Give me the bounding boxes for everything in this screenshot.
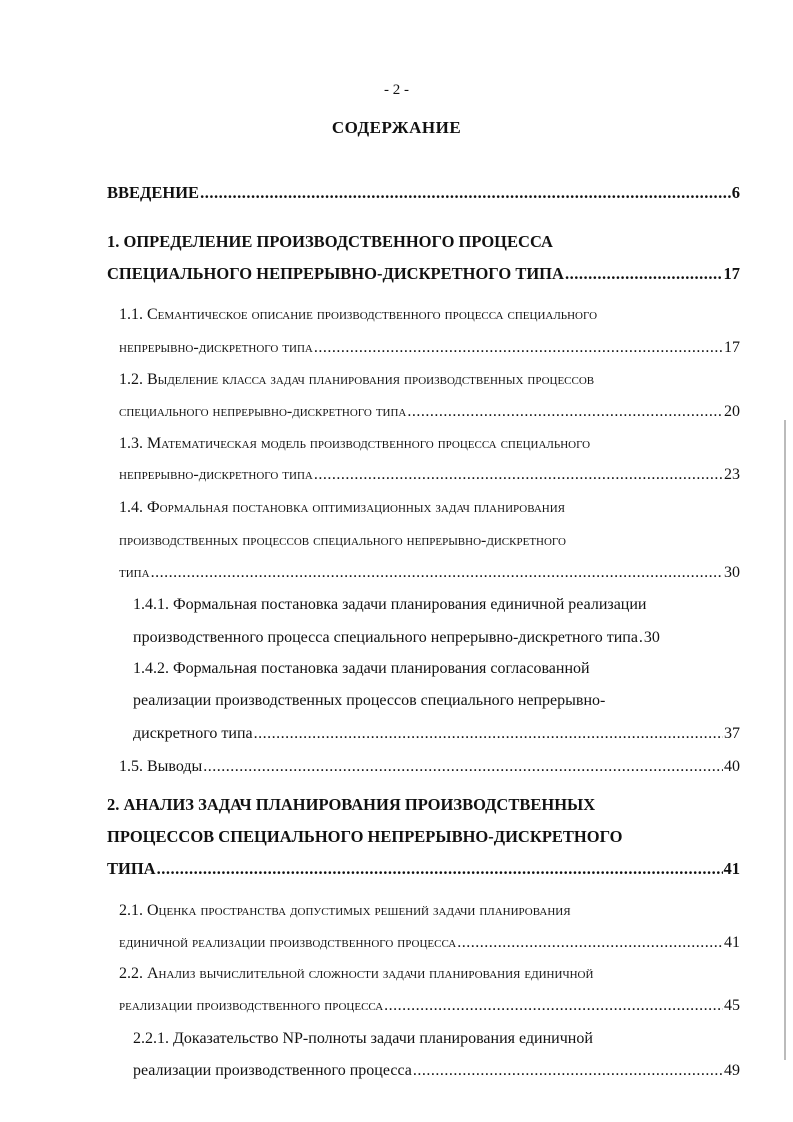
toc-subsection-2-2-1-line2[interactable]	[133, 1063, 740, 1079]
toc-entry-text: типа	[119, 564, 150, 581]
toc-entry-text: непрерывно-дискретного типа	[119, 466, 313, 483]
leader-dots	[457, 935, 723, 951]
toc-subsection-1-4-1-line1[interactable]: 1.4.1. Формальная постановка задачи планирования единичной реализации	[133, 596, 647, 613]
toc-chapter-2-line2[interactable]: ПРОЦЕССОВ СПЕЦИАЛЬНОГО НЕПРЕРЫВНО-ДИСКРЕТНОГО	[107, 827, 623, 846]
toc-entry-text: дискретного типа	[133, 725, 253, 742]
toc-page-number: 30	[724, 564, 740, 581]
toc-subsection-2-2-1-line1[interactable]: 2.2.1. Доказательство NP-полноты задачи планирования единичной	[133, 1030, 593, 1047]
page-title: СОДЕРЖАНИЕ	[331, 118, 462, 137]
toc-section-1-4-line2[interactable]: производственных процессов специального непрерывно-дискретного	[119, 532, 566, 549]
toc-page-number: 6	[731, 183, 740, 202]
toc-entry-text: 1.5. Выводы	[119, 758, 203, 775]
leader-dots	[407, 404, 723, 420]
leader-dots	[157, 861, 723, 878]
toc-section-2-2-line1[interactable]: 2.2. Анализ вычислительной сложности задачи планирования единичной	[119, 965, 594, 982]
toc-page-number: 20	[724, 403, 740, 420]
toc-subsection-1-4-2-line1[interactable]: 1.4.2. Формальная постановка задачи планирования согласованной	[133, 660, 590, 677]
toc-section-1-1-line1[interactable]: 1.1. Семантическое описание производственного процесса специального	[119, 306, 598, 323]
leader-dots	[314, 467, 723, 483]
toc-page-number: 45	[724, 997, 740, 1014]
leader-dots	[384, 998, 723, 1014]
toc-entry-text: специального непрерывно-дискретного типа	[119, 403, 407, 420]
toc-section-1-3-line1[interactable]: 1.3. Математическая модель производственного процесса специального	[119, 435, 591, 452]
toc-page-number: 40	[724, 758, 740, 775]
toc-page-number: 30	[643, 629, 660, 646]
leader-dots	[639, 630, 643, 646]
toc-section-1-1-line2[interactable]	[119, 340, 740, 356]
leader-dots	[254, 726, 723, 742]
toc-chapter-2-line1[interactable]: 2. АНАЛИЗ ЗАДАЧ ПЛАНИРОВАНИЯ ПРОИЗВОДСТВЕННЫХ	[107, 795, 596, 814]
leader-dots	[200, 185, 731, 202]
toc-section-1-2-line1[interactable]: 1.2. Выделение класса задач планирования производственных процессов	[119, 371, 595, 388]
toc-chapter-2-line3[interactable]	[107, 861, 740, 878]
leader-dots	[314, 340, 723, 356]
toc-entry-text: реализации производственного процесса	[119, 997, 384, 1014]
toc-entry-introduction[interactable]	[107, 185, 740, 202]
page-number: - 2 -	[384, 82, 409, 98]
leader-dots	[151, 565, 723, 581]
toc-section-2-1-line2[interactable]	[119, 935, 740, 951]
toc-page-number: 17	[723, 264, 740, 283]
leader-dots	[203, 759, 723, 775]
leader-dots	[565, 266, 723, 283]
toc-entry-text: непрерывно-дискретного типа	[119, 339, 313, 356]
toc-page-number: 41	[724, 934, 740, 951]
toc-section-1-5[interactable]	[119, 759, 740, 775]
toc-section-2-2-line2[interactable]	[119, 998, 740, 1014]
toc-page-number: 49	[724, 1062, 740, 1079]
toc-section-1-3-line2[interactable]	[119, 467, 740, 483]
toc-entry-text: СПЕЦИАЛЬНОГО НЕПРЕРЫВНО-ДИСКРЕТНОГО ТИПА	[107, 264, 564, 283]
leader-dots	[413, 1063, 723, 1079]
toc-page-number: 37	[724, 725, 740, 742]
toc-entry-text: реализации производственного процесса	[133, 1062, 412, 1079]
toc-entry-text: единичной реализации производственного процесса	[119, 934, 457, 951]
toc-section-1-4-line1[interactable]: 1.4. Формальная постановка оптимизационных задач планирования	[119, 499, 566, 516]
toc-subsection-1-4-2-line2[interactable]: реализации производственных процессов специального непрерывно-	[133, 692, 606, 709]
toc-section-1-2-line2[interactable]	[119, 404, 740, 420]
toc-chapter-1-line1[interactable]: 1. ОПРЕДЕЛЕНИЕ ПРОИЗВОДСТВЕННОГО ПРОЦЕССА	[107, 232, 553, 251]
scan-edge-mark	[784, 420, 786, 1060]
toc-chapter-1-line2[interactable]	[107, 266, 740, 283]
toc-entry-text: ТИПА	[107, 859, 156, 878]
toc-entry-text: производственного процесса специального непрерывно-дискретного типа	[133, 629, 638, 646]
toc-section-1-4-line3[interactable]	[119, 565, 740, 581]
toc-page-number: 23	[724, 466, 740, 483]
toc-page-number: 41	[723, 859, 740, 878]
toc-subsection-1-4-1-line2[interactable]	[133, 630, 740, 646]
toc-subsection-1-4-2-line3[interactable]	[133, 726, 740, 742]
toc-section-2-1-line1[interactable]: 2.1. Оценка пространства допустимых решений задачи планирования	[119, 902, 571, 919]
toc-page-number: 17	[724, 339, 740, 356]
toc-entry-text: ВВЕДЕНИЕ	[107, 183, 200, 202]
